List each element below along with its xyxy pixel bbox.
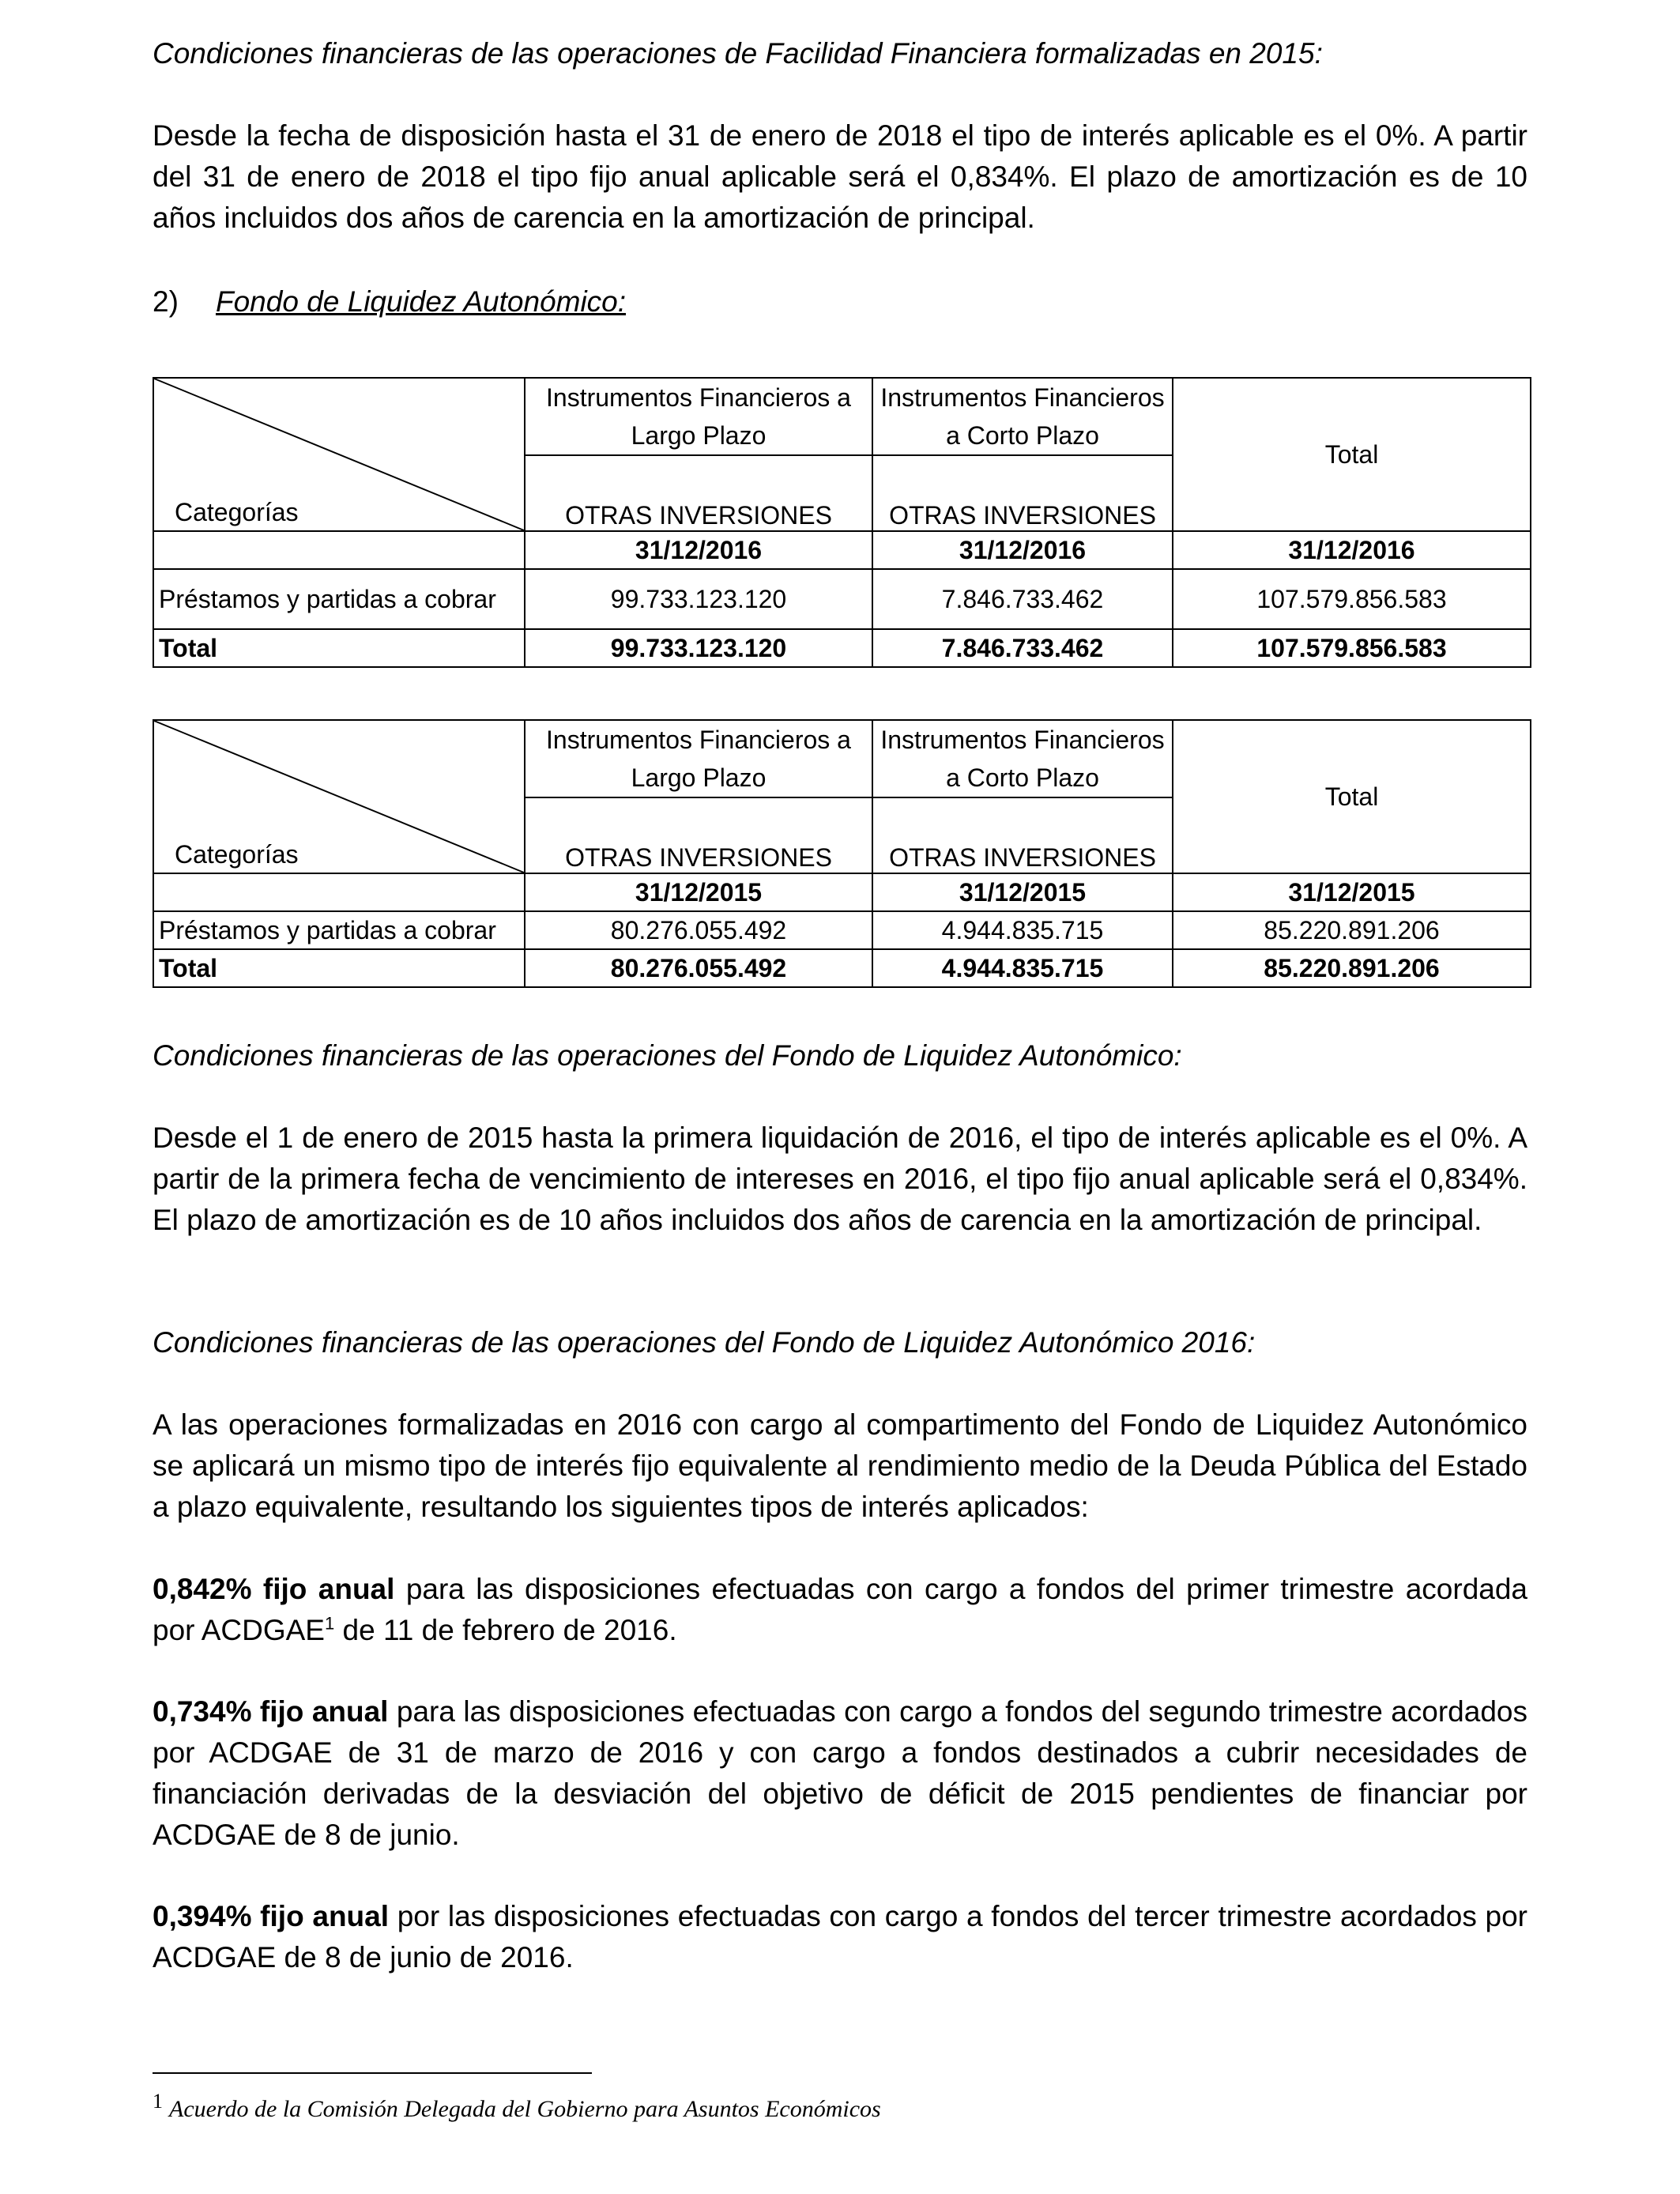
date-row-empty [153, 873, 525, 911]
section-heading [153, 281, 626, 322]
col-header-long-term: Instrumentos Financieros a Largo Plazo [525, 378, 872, 455]
section-title: Fondo de Liquidez Autonómico: [216, 285, 627, 318]
date-row-empty [153, 531, 525, 569]
row-value-total: 85.220.891.206 [1173, 911, 1531, 949]
fla2016-paragraph: A las operaciones formalizadas en 2016 con cargo al compartimento del Fondo de Liquidez Autonómico se aplicará un mismo tipo de interés fijo equivalente al rendimiento medio de la Deuda Pública del Estado a plazo equivalente, resultando los siguientes tipos de interés aplicados: [153, 1408, 1527, 1523]
date-long-term: 31/12/2016 [525, 531, 872, 569]
row-value-long-term: 99.733.123.120 [525, 569, 872, 629]
total-label: Total [153, 949, 525, 987]
intro-heading: Condiciones financieras de las operaciones de Facilidad Financiera formalizadas en 2015: [153, 37, 1323, 70]
corner-cell [153, 378, 525, 531]
fla-heading: Condiciones financieras de las operaciones del Fondo de Liquidez Autonómico: [153, 1039, 1182, 1072]
col-header-total: Total [1173, 720, 1531, 873]
total-total: 107.579.856.583 [1173, 629, 1531, 667]
row-value-total: 107.579.856.583 [1173, 569, 1531, 629]
corner-label: Categorías [175, 840, 299, 869]
date-total: 31/12/2016 [1173, 531, 1531, 569]
date-long-term: 31/12/2015 [525, 873, 872, 911]
corner-label: Categorías [175, 498, 299, 526]
total-label: Total [153, 629, 525, 667]
col-header-short-term: Instrumentos Financieros a Corto Plazo [872, 720, 1173, 797]
intro-paragraph: Desde la fecha de disposición hasta el 31 de enero de 2018 el tipo de interés aplicable es el 0%. A partir del 31 de enero de 2018 el tipo fijo anual aplicable será el 0,834%. El plazo de amortización es de 10 años incluidos dos años de carencia en la amortización de principal. [153, 119, 1527, 234]
section-number: 2) [153, 285, 179, 318]
total-long-term: 80.276.055.492 [525, 949, 872, 987]
total-short-term: 4.944.835.715 [872, 949, 1173, 987]
date-short-term: 31/12/2015 [872, 873, 1173, 911]
corner-cell [153, 720, 525, 873]
sub-header-long-term: OTRAS INVERSIONES [525, 455, 872, 531]
col-header-short-term: Instrumentos Financieros a Corto Plazo [872, 378, 1173, 455]
rate-3-text: por las disposiciones efectuadas con cargo a fondos del tercer trimestre acordados por ACDGAE de 8 de junio de 2016. [153, 1900, 1528, 1973]
rate-1-value: 0,842% fijo anual [153, 1573, 395, 1605]
rate-paragraph-1 [153, 1569, 1527, 1651]
footnote-text: Acuerdo de la Comisión Delegada del Gobierno para Asuntos Económicos [169, 2096, 881, 2122]
row-value-short-term: 7.846.733.462 [872, 569, 1173, 629]
total-short-term: 7.846.733.462 [872, 629, 1173, 667]
date-short-term: 31/12/2016 [872, 531, 1173, 569]
row-label: Préstamos y partidas a cobrar [153, 569, 525, 629]
total-long-term: 99.733.123.120 [525, 629, 872, 667]
table-2016 [153, 377, 1531, 668]
footnote-number: 1 [153, 2090, 163, 2113]
sub-header-short-term: OTRAS INVERSIONES [872, 455, 1173, 531]
rate-3-value: 0,394% fijo anual [153, 1900, 390, 1932]
sub-header-long-term: OTRAS INVERSIONES [525, 797, 872, 873]
fla2016-heading: Condiciones financieras de las operaciones del Fondo de Liquidez Autonómico 2016: [153, 1326, 1256, 1359]
table-2015 [153, 719, 1531, 988]
rate-paragraph-3 [153, 1896, 1527, 1978]
row-value-short-term: 4.944.835.715 [872, 911, 1173, 949]
row-value-long-term: 80.276.055.492 [525, 911, 872, 949]
total-total: 85.220.891.206 [1173, 949, 1531, 987]
col-header-long-term: Instrumentos Financieros a Largo Plazo [525, 720, 872, 797]
fla-paragraph: Desde el 1 de enero de 2015 hasta la primera liquidación de 2016, el tipo de interés aplicable es el 0%. A partir de la primera fecha de vencimiento de intereses en 2016, el tipo fijo anual aplicable será el 0,834%. El plazo de amortización es de 10 años incluidos dos años de carencia en la amortización de principal. [153, 1122, 1527, 1236]
col-header-total: Total [1173, 378, 1531, 531]
rate-2-text: para las disposiciones efectuadas con cargo a fondos del segundo trimestre acordados por ACDGAE de 31 de marzo de 2016 y con cargo a fondos destinados a cubrir necesidades de financiación derivadas de la desviación del objetivo de déficit de 2015 pendientes de financiar por ACDGAE de 8 de junio. [153, 1695, 1527, 1851]
rate-2-value: 0,734% fijo anual [153, 1695, 389, 1728]
sub-header-short-term: OTRAS INVERSIONES [872, 797, 1173, 873]
rate-1-text-end: de 11 de febrero de 2016. [334, 1614, 677, 1646]
row-label: Préstamos y partidas a cobrar [153, 911, 525, 949]
date-total: 31/12/2015 [1173, 873, 1531, 911]
rate-paragraph-2 [153, 1691, 1527, 1856]
rate-1-text: para las disposiciones efectuadas con cargo a fondos del primer trimestre acordada por ACDGAE [153, 1573, 1528, 1646]
footnote-separator [153, 2072, 592, 2074]
footnote [153, 2090, 881, 2123]
footnote-ref: 1 [324, 1613, 335, 1634]
